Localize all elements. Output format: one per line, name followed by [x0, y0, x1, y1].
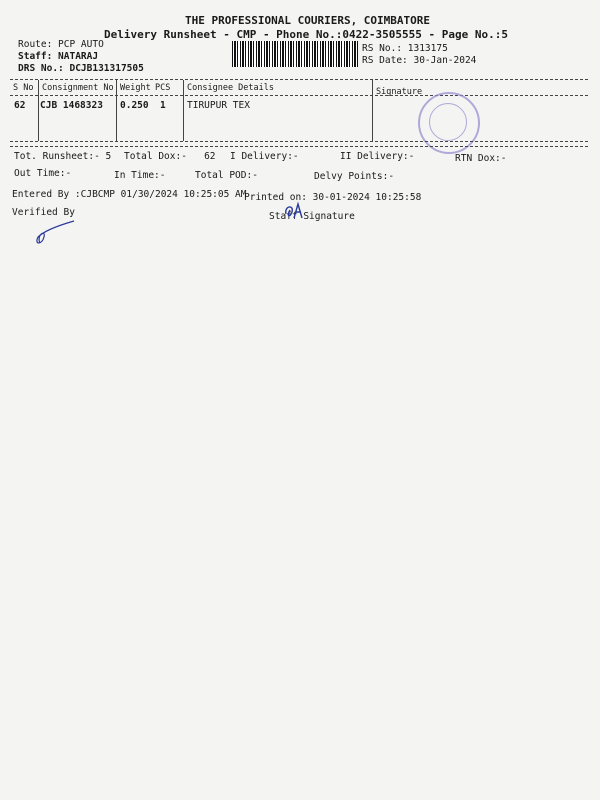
verified-by: Verified By: [12, 207, 75, 218]
staff-signature-label: Staff Signature: [269, 211, 355, 222]
rs-date: RS Date: 30-Jan-2024: [362, 55, 477, 66]
barcode-image: [232, 41, 358, 67]
receiver-stamp: [418, 92, 480, 154]
col-header-consignment: Consignment No: [42, 83, 114, 93]
route-text: Route: PCP AUTO: [18, 39, 104, 50]
delvy-points: Delvy Points:-: [314, 171, 395, 182]
table-bottom-rule: [10, 141, 588, 142]
staff-signature-mark: [282, 200, 308, 224]
in-time: In Time:-: [114, 170, 166, 181]
runsheet-subtitle: Delivery Runsheet - CMP - Phone No.:0422-3505555 - Page No.:5: [104, 28, 508, 41]
col-header-pcs: PCS: [155, 83, 171, 93]
out-time: Out Time:-: [14, 168, 72, 179]
printed-on: Printed on: 30-01-2024 10:25:58: [244, 192, 422, 203]
total-dox: Total Dox:- 62: [124, 151, 216, 162]
verifier-signature: [30, 215, 80, 249]
col-header-signature: Signature: [376, 87, 423, 97]
row-weight: 0.250: [120, 100, 149, 111]
entered-by: Entered By :CJBCMP 01/30/2024 10:25:05 AM: [12, 189, 247, 200]
row-consignment: CJB 1468323: [40, 100, 103, 111]
col-divider: [116, 80, 117, 141]
company-title: THE PROFESSIONAL COURIERS, COIMBATORE: [185, 14, 431, 27]
i-delivery: I Delivery:-: [230, 151, 299, 162]
col-header-weight: Weight: [120, 83, 151, 93]
ii-delivery: II Delivery:-: [340, 151, 415, 162]
col-header-sno: S No: [13, 83, 34, 93]
rs-number: RS No.: 1313175: [362, 43, 448, 54]
row-sno: 62: [14, 100, 26, 111]
row-pcs: 1: [160, 100, 166, 111]
col-divider: [38, 80, 39, 141]
tot-runsheet: Tot. Runsheet:- 5: [14, 151, 112, 162]
row-consignee: TIRUPUR TEX: [187, 100, 250, 111]
header-rule: [10, 95, 588, 96]
staff-text: Staff: NATARAJ: [18, 51, 99, 62]
drs-number: DRS No.: DCJB131317505: [18, 63, 144, 74]
table-bottom-rule-2: [10, 146, 588, 147]
total-pod: Total POD:-: [195, 170, 258, 181]
col-divider: [183, 80, 184, 141]
rtn-dox: RTN Dox:-: [455, 153, 507, 164]
table-top-rule: [10, 79, 588, 80]
col-header-consignee: Consignee Details: [187, 83, 274, 93]
col-divider: [372, 80, 373, 141]
